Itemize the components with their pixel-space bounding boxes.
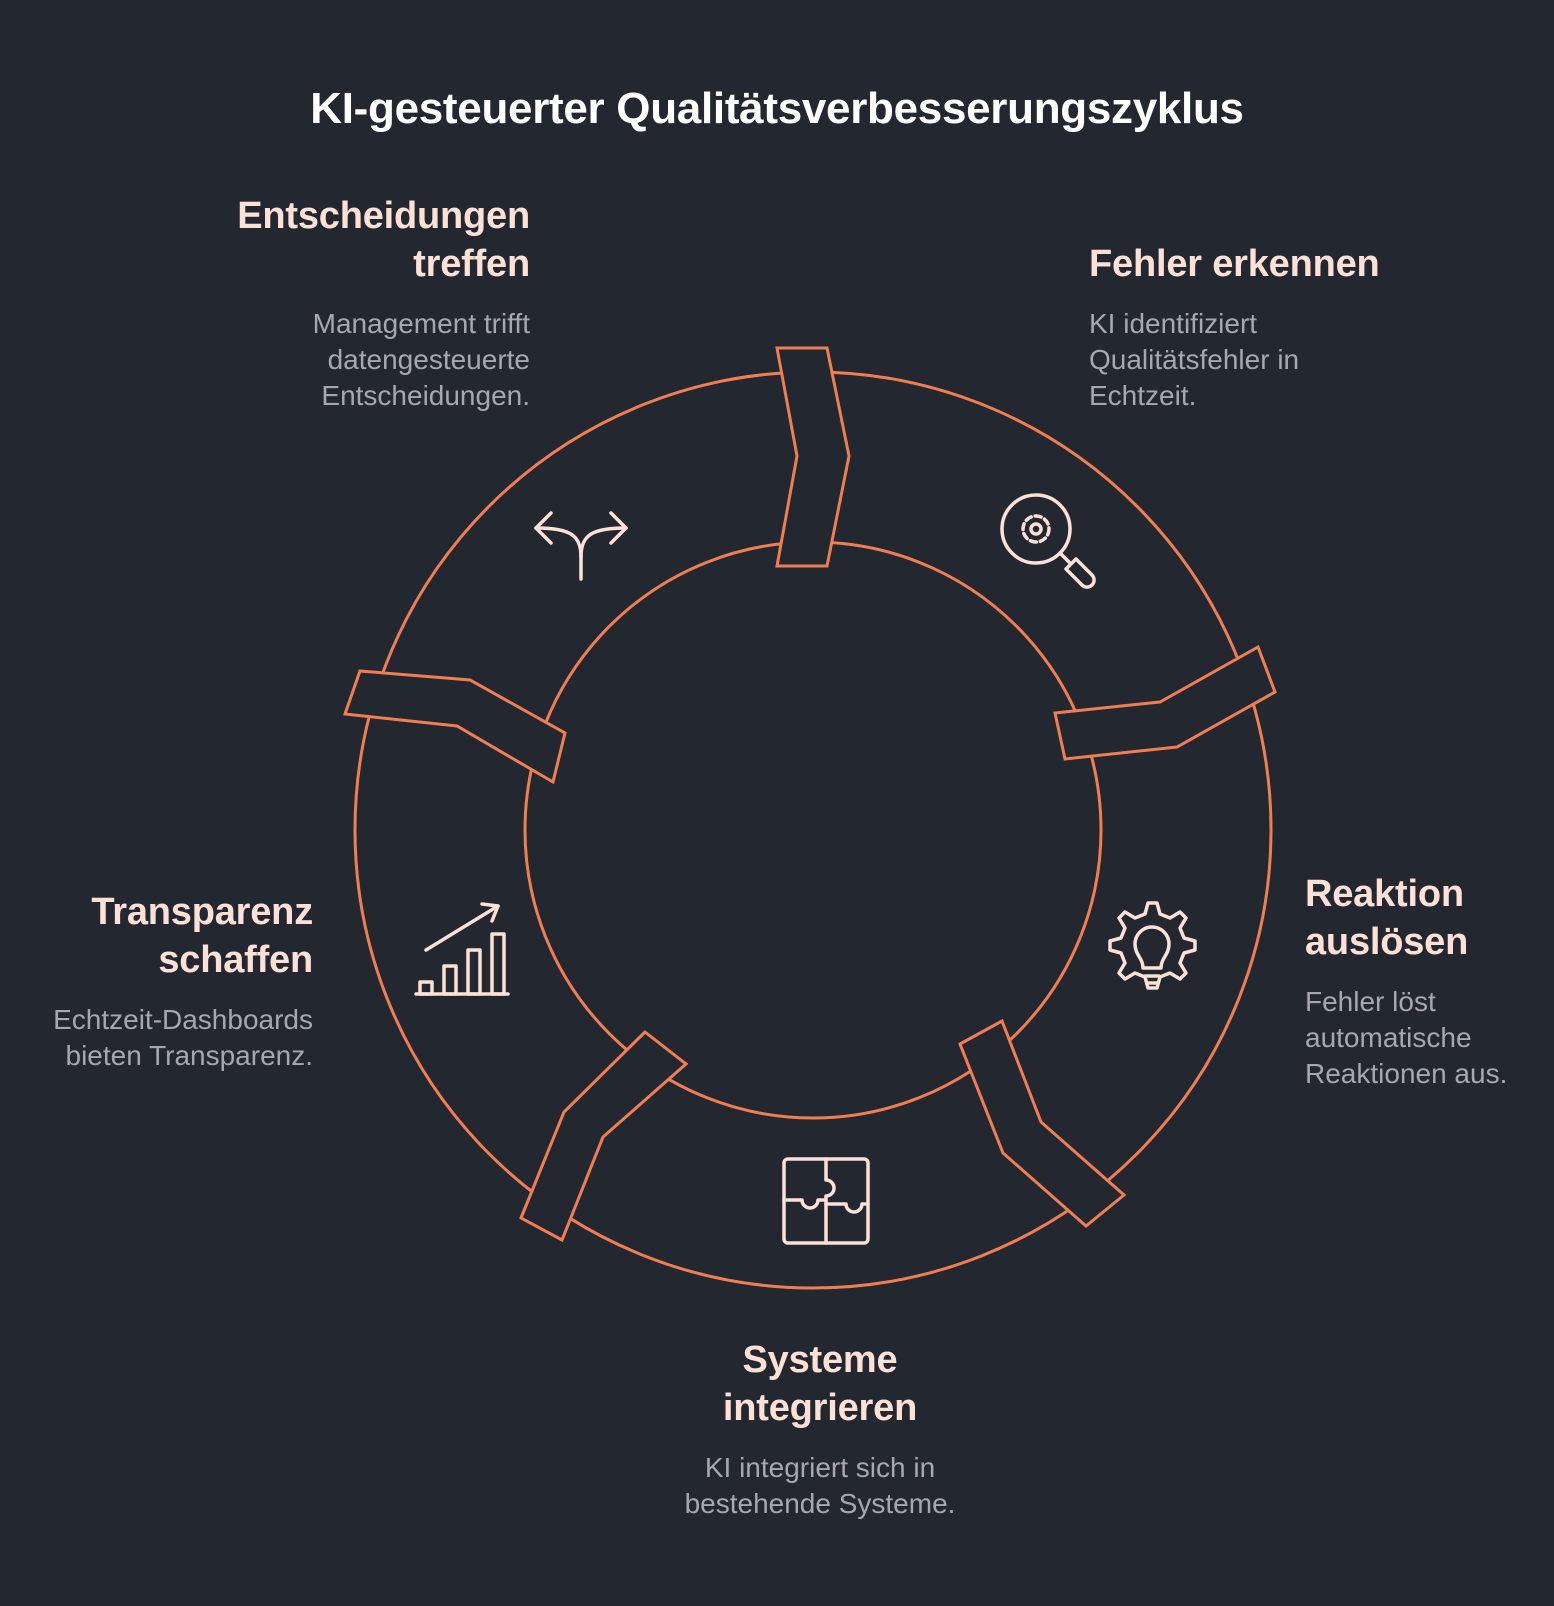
growth-chart-icon (416, 904, 508, 994)
step-heading: Transparenz schaffen (91, 891, 313, 981)
inner-ring (525, 542, 1101, 1118)
step-heading: Systeme integrieren (722, 1339, 918, 1429)
step-entscheidungen-treffen (190, 192, 530, 414)
page-title: KI-gesteuerter Qualitätsverbesserungszyklus (310, 84, 1244, 133)
cycle-arrow-2 (1055, 647, 1275, 759)
split-arrows-icon (536, 513, 626, 579)
step-fehler-erkennen (1089, 240, 1429, 414)
puzzle-icon (784, 1159, 868, 1243)
step-heading: Entscheidungen treffen (237, 195, 530, 285)
step-description: KI identifiziert Qualitätsfehler in Echtzeit. (1089, 308, 1300, 411)
step-description: Fehler löst automatische Reaktionen aus. (1305, 986, 1508, 1089)
cycle-arrow-3 (960, 1021, 1124, 1226)
cycle-arrow-5 (345, 671, 565, 782)
step-systeme-integrieren (600, 1336, 1040, 1522)
step-description: Echtzeit-Dashboards bieten Transparenz. (53, 1004, 313, 1071)
step-transparenz-schaffen (10, 888, 313, 1074)
step-heading: Reaktion auslösen (1305, 873, 1469, 963)
step-reaktion-ausloesen (1305, 870, 1545, 1092)
lightbulb-gear-icon (1110, 903, 1195, 988)
step-description: KI integriert sich in bestehende Systeme. (684, 1452, 956, 1519)
step-description: Management trifft datengesteuerte Entscheidungen. (312, 308, 530, 411)
step-heading: Fehler erkennen (1089, 243, 1380, 285)
cycle-arrow-1 (777, 348, 849, 566)
cycle-arrow-4 (521, 1032, 686, 1240)
gear-magnifier-icon (1002, 495, 1094, 587)
